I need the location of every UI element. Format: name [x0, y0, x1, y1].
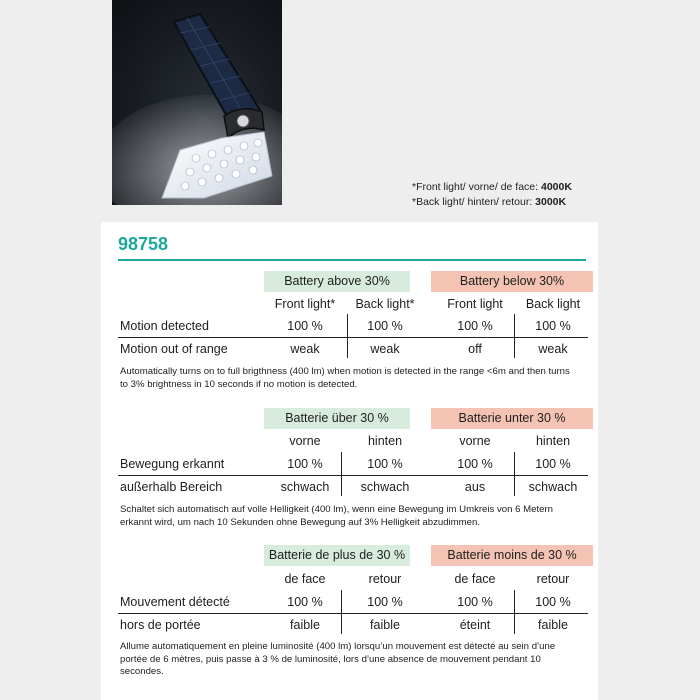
back-light-temp: *Back light/ hinten/ retour: 3000K [412, 196, 567, 208]
group-header-below: Battery below 30% [431, 271, 593, 292]
table-cell: weak [290, 342, 320, 356]
color-temperature-caption [412, 180, 572, 210]
table-cell: 100 % [367, 319, 403, 333]
column-header: retour [368, 572, 402, 586]
row-label: Motion detected [120, 319, 209, 333]
product-number: 98758 [118, 234, 169, 254]
column-divider [514, 452, 515, 496]
spec-card [101, 222, 598, 700]
column-header: retour [536, 572, 570, 586]
table-cell: faible [370, 618, 400, 632]
product-photo [112, 0, 282, 205]
table-cell: 100 % [287, 595, 323, 609]
group-header-above: Batterie über 30 % [264, 408, 410, 429]
table-cell: schwach [360, 480, 410, 494]
column-divider [347, 314, 348, 358]
row-divider [118, 337, 588, 338]
table-cell: 100 % [535, 595, 571, 609]
column-header: vorne [289, 434, 321, 448]
table-cell: faible [290, 618, 320, 632]
front-light-temp: *Front light/ vorne/ de face: 4000K [412, 181, 572, 193]
table-cell: weak [370, 342, 400, 356]
column-divider [514, 590, 515, 634]
row-label: außerhalb Bereich [120, 480, 223, 494]
table-cell: 100 % [287, 457, 323, 471]
table-cell: 100 % [287, 319, 323, 333]
column-header: hinten [535, 434, 571, 448]
column-divider [341, 590, 342, 634]
group-header-above: Batterie de plus de 30 % [264, 545, 410, 566]
row-label: hors de portée [120, 618, 201, 632]
group-header-below: Batterie unter 30 % [431, 408, 593, 429]
column-header: hinten [367, 434, 403, 448]
table-cell: 100 % [457, 457, 493, 471]
section-note: Automatically turns on to full brigthness (400 lm) when motion is detected in the range <6m and then turns to 3% brightness in 10 seconds if no motion is detected. [120, 366, 570, 390]
column-divider [341, 452, 342, 496]
table-cell: off [468, 342, 482, 356]
column-header: de face [284, 572, 326, 586]
table-cell: 100 % [535, 319, 571, 333]
table-cell: aus [464, 480, 486, 494]
table-cell: 100 % [535, 457, 571, 471]
table-cell: 100 % [457, 319, 493, 333]
row-divider [118, 475, 588, 476]
section-note: Allume automatiquement en pleine luminosité (400 lm) lorsqu’un mouvement est détecté au sein d’une portée de 6 mètres, puis passe à 3 % de luminosité, lors d’une absence de mouvement pendant 10 secondes. [120, 641, 556, 678]
group-header-above: Battery above 30% [264, 271, 410, 292]
row-label: Mouvement détecté [120, 595, 230, 609]
column-header: de face [454, 572, 496, 586]
group-header-below: Batterie moins de 30 % [431, 545, 593, 566]
table-cell: schwach [528, 480, 578, 494]
column-header: Back light* [355, 297, 415, 311]
column-header: vorne [459, 434, 491, 448]
row-divider [118, 613, 588, 614]
table-cell: 100 % [367, 595, 403, 609]
table-cell: 100 % [457, 595, 493, 609]
table-cell: faible [538, 618, 568, 632]
row-label: Motion out of range [120, 342, 228, 356]
column-header: Back light [525, 297, 581, 311]
section-note: Schaltet sich automatisch auf volle Helligkeit (400 lm), wenn eine Bewegung im Umkreis von 6 Metern erkannt wird, um nach 10 Sekunden ohne Bewegung auf 3% Helligkeit abzudimmen. [120, 504, 553, 528]
column-divider [514, 314, 515, 358]
solar-light-image [112, 0, 282, 205]
table-cell: éteint [459, 618, 491, 632]
title-rule [118, 259, 586, 261]
table-cell: weak [538, 342, 568, 356]
column-header: Front light* [274, 297, 336, 311]
column-header: Front light [447, 297, 503, 311]
row-label: Bewegung erkannt [120, 457, 225, 471]
table-cell: 100 % [367, 457, 403, 471]
table-cell: schwach [280, 480, 330, 494]
